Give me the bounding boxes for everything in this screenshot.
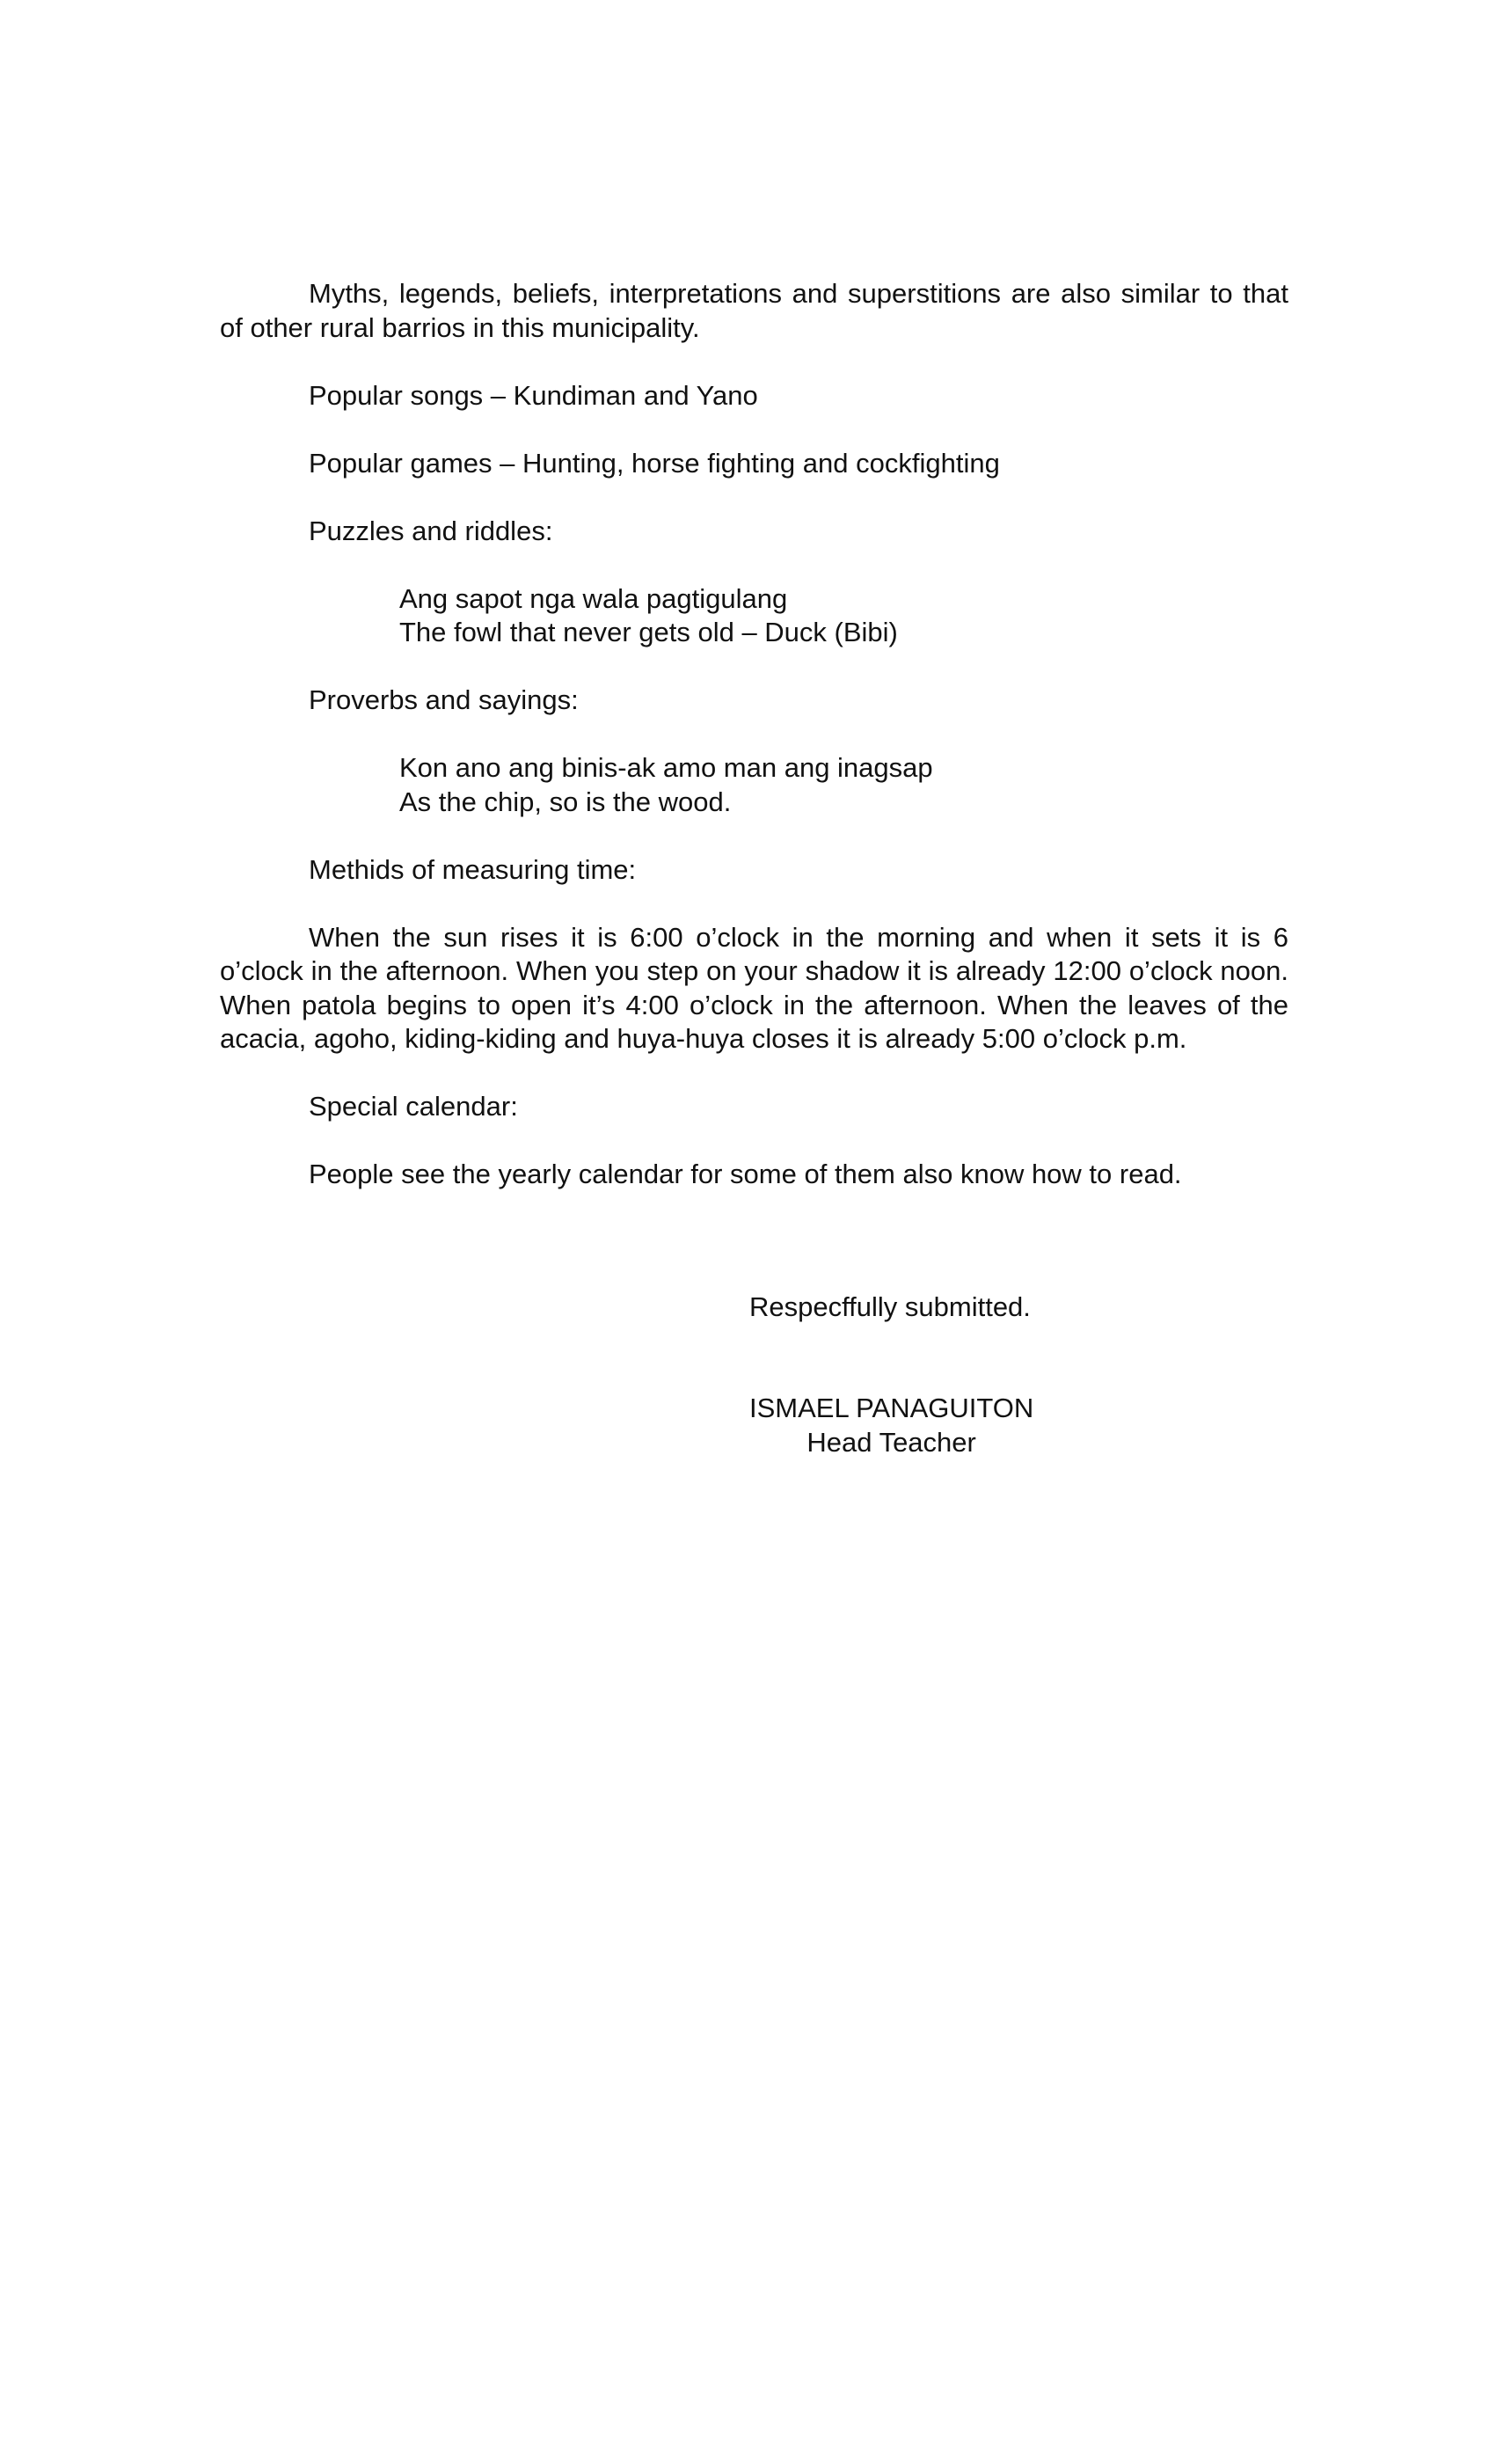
puzzles-heading: Puzzles and riddles: [309,515,553,546]
signatory-title: Head Teacher [806,1426,976,1458]
popular-games: Popular games – Hunting, horse fighting and cockfighting [309,447,1000,479]
riddle-line: The fowl that never gets old – Duck (Bibi) [399,617,898,647]
proverb-block [399,751,1288,819]
calendar-heading: Special calendar: [309,1091,518,1122]
time-heading: Methids of measuring time: [309,853,637,885]
proverb-line: As the chip, so is the wood. [399,786,732,817]
proverb-line: Kon ano ang binis-ak amo man ang inagsap [399,752,933,783]
proverbs-heading: Proverbs and sayings: [309,684,579,715]
document-body [220,277,1288,1225]
signature-block [749,1392,1033,1459]
signatory-name: ISMAEL PANAGUITON [749,1393,1034,1423]
closing-line: Respecffully submitted. [749,1291,1031,1322]
time-paragraph: When the sun rises it is 6:00 o’clock in the morning and when it sets it is 6 o’clock in the afternoon. When you step on your shadow it is already 12:00 o’clock noon. When patola begins to open it’s 4:00 o’clock in the afternoon. When the leaves of the acacia, agoho, kiding-kiding and huya-huya closes it is already 5:00 o’clock p.m. [220,921,1288,1054]
riddle-line: Ang sapot nga wala pagtigulang [399,582,788,614]
calendar-paragraph: People see the yearly calendar for some of them also know how to read. [309,1159,1182,1189]
intro-paragraph: Myths, legends, beliefs, interpretations and superstitions are also similar to that of other rural barrios in this municipality. [220,278,1288,343]
riddle-block [399,582,1288,650]
popular-songs: Popular songs – Kundiman and Yano [309,379,758,411]
